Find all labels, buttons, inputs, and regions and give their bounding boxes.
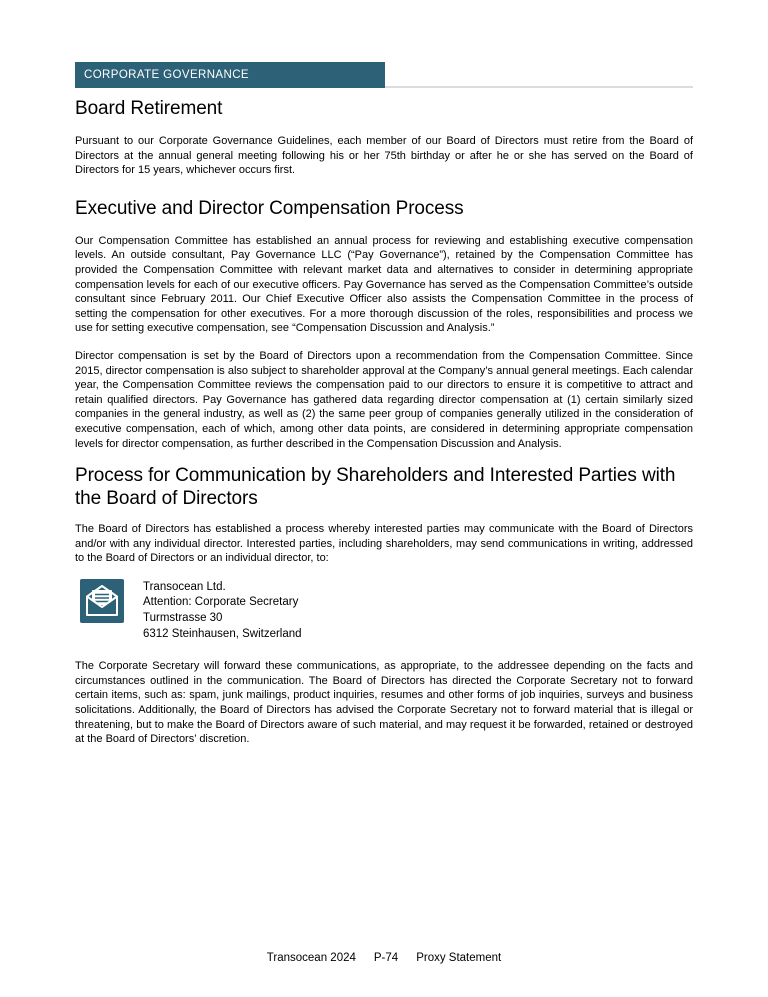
address-line-attention: Attention: Corporate Secretary <box>143 596 299 609</box>
paragraph-compensation-1: Our Compensation Committee has established an annual process for reviewing and establishing executive compensation levels. An outside consultant, Pay Governance LLC (“Pay Governance”), retained by the Compensation Committee has provided the Compensation Committee with relevant market data and alternatives to consider in determining appropriate compensation levels for each of our executive officers. Pay Governance has served as the Compensation Committee’s outside consultant since February 2011. Our Chief Executive Officer also assists the Compensation Committee in the process of setting the compensation for other executives. For a more thorough discussion of the roles, responsibilities and process we use for setting executive compensation, see “Compensation Discussion and Analysis.” <box>75 234 693 335</box>
page-footer <box>0 952 768 964</box>
banner-label: CORPORATE GOVERNANCE <box>84 69 249 81</box>
address-line-company: Transocean Ltd. <box>143 580 226 593</box>
footer-page-number: P-74 <box>373 952 399 964</box>
heading-compensation-process: Executive and Director Compensation Process <box>75 197 464 219</box>
corporate-governance-banner <box>75 62 385 88</box>
envelope-icon <box>80 579 124 623</box>
heading-shareholder-communication: Process for Communication by Shareholders and Interested Parties with the Board of Directors <box>75 465 676 510</box>
heading-board-retirement: Board Retirement <box>75 98 223 119</box>
document-body <box>75 97 693 760</box>
footer-document-label: Proxy Statement <box>416 952 502 964</box>
footer-company: Transocean 2024 <box>266 952 356 964</box>
address-line-city: 6312 Steinhausen, Switzerland <box>143 627 302 640</box>
paragraph-communication-1: The Board of Directors has established a process whereby interested parties may communicate with the Board of Directors and/or with any individual director. Interested parties, including shareholders, may send communications in writing, addressed to the Board of Directors or an individual director, to: <box>75 523 693 565</box>
address-line-street: Turmstrasse 30 <box>143 612 223 625</box>
paragraph-compensation-2: Director compensation is set by the Board of Directors upon a recommendation from the Compensation Committee. Since 2015, director compensation is also subject to shareholder approval at the Company’s annual general meetings. Each calendar year, the Compensation Committee reviews the compensation paid to our directors to ensure it is competitive to attract and retain qualified directors. Pay Governance has gathered data regarding director compensation at (1) certain similarly sized companies in the general industry, as well as (2) the same peer group of companies generally utilized in the consideration of executive compensation, each of which, among other data points, are considered in determining appropriate compensation levels for director compensation, as further described in the Compensation Discussion and Analysis. <box>75 349 694 450</box>
mailing-address <box>143 579 302 642</box>
paragraph-communication-2: The Corporate Secretary will forward these communications, as appropriate, to the addressee depending on the facts and circumstances outlined in the communication. The Board of Directors has directed the Corporate Secretary not to forward certain items, such as: spam, junk mailings, product inquiries, resumes and other forms of job inquiries, surveys and business solicitations. Additionally, the Board of Directors has advised the Corporate Secretary not to forward material that is illegal or threatening, but to make the Board of Directors aware of such material, and may request it be forwarded, retained or destroyed at the Board of Directors’ discretion. <box>75 660 693 746</box>
mailing-address-block <box>75 579 693 642</box>
paragraph-board-retirement: Pursuant to our Corporate Governance Guidelines, each member of our Board of Directors must retire from the Board of Directors at the annual general meeting following his or her 75th birthday or after he or she has served on the Board of Directors for 15 years, whichever occurs first. <box>75 135 693 177</box>
